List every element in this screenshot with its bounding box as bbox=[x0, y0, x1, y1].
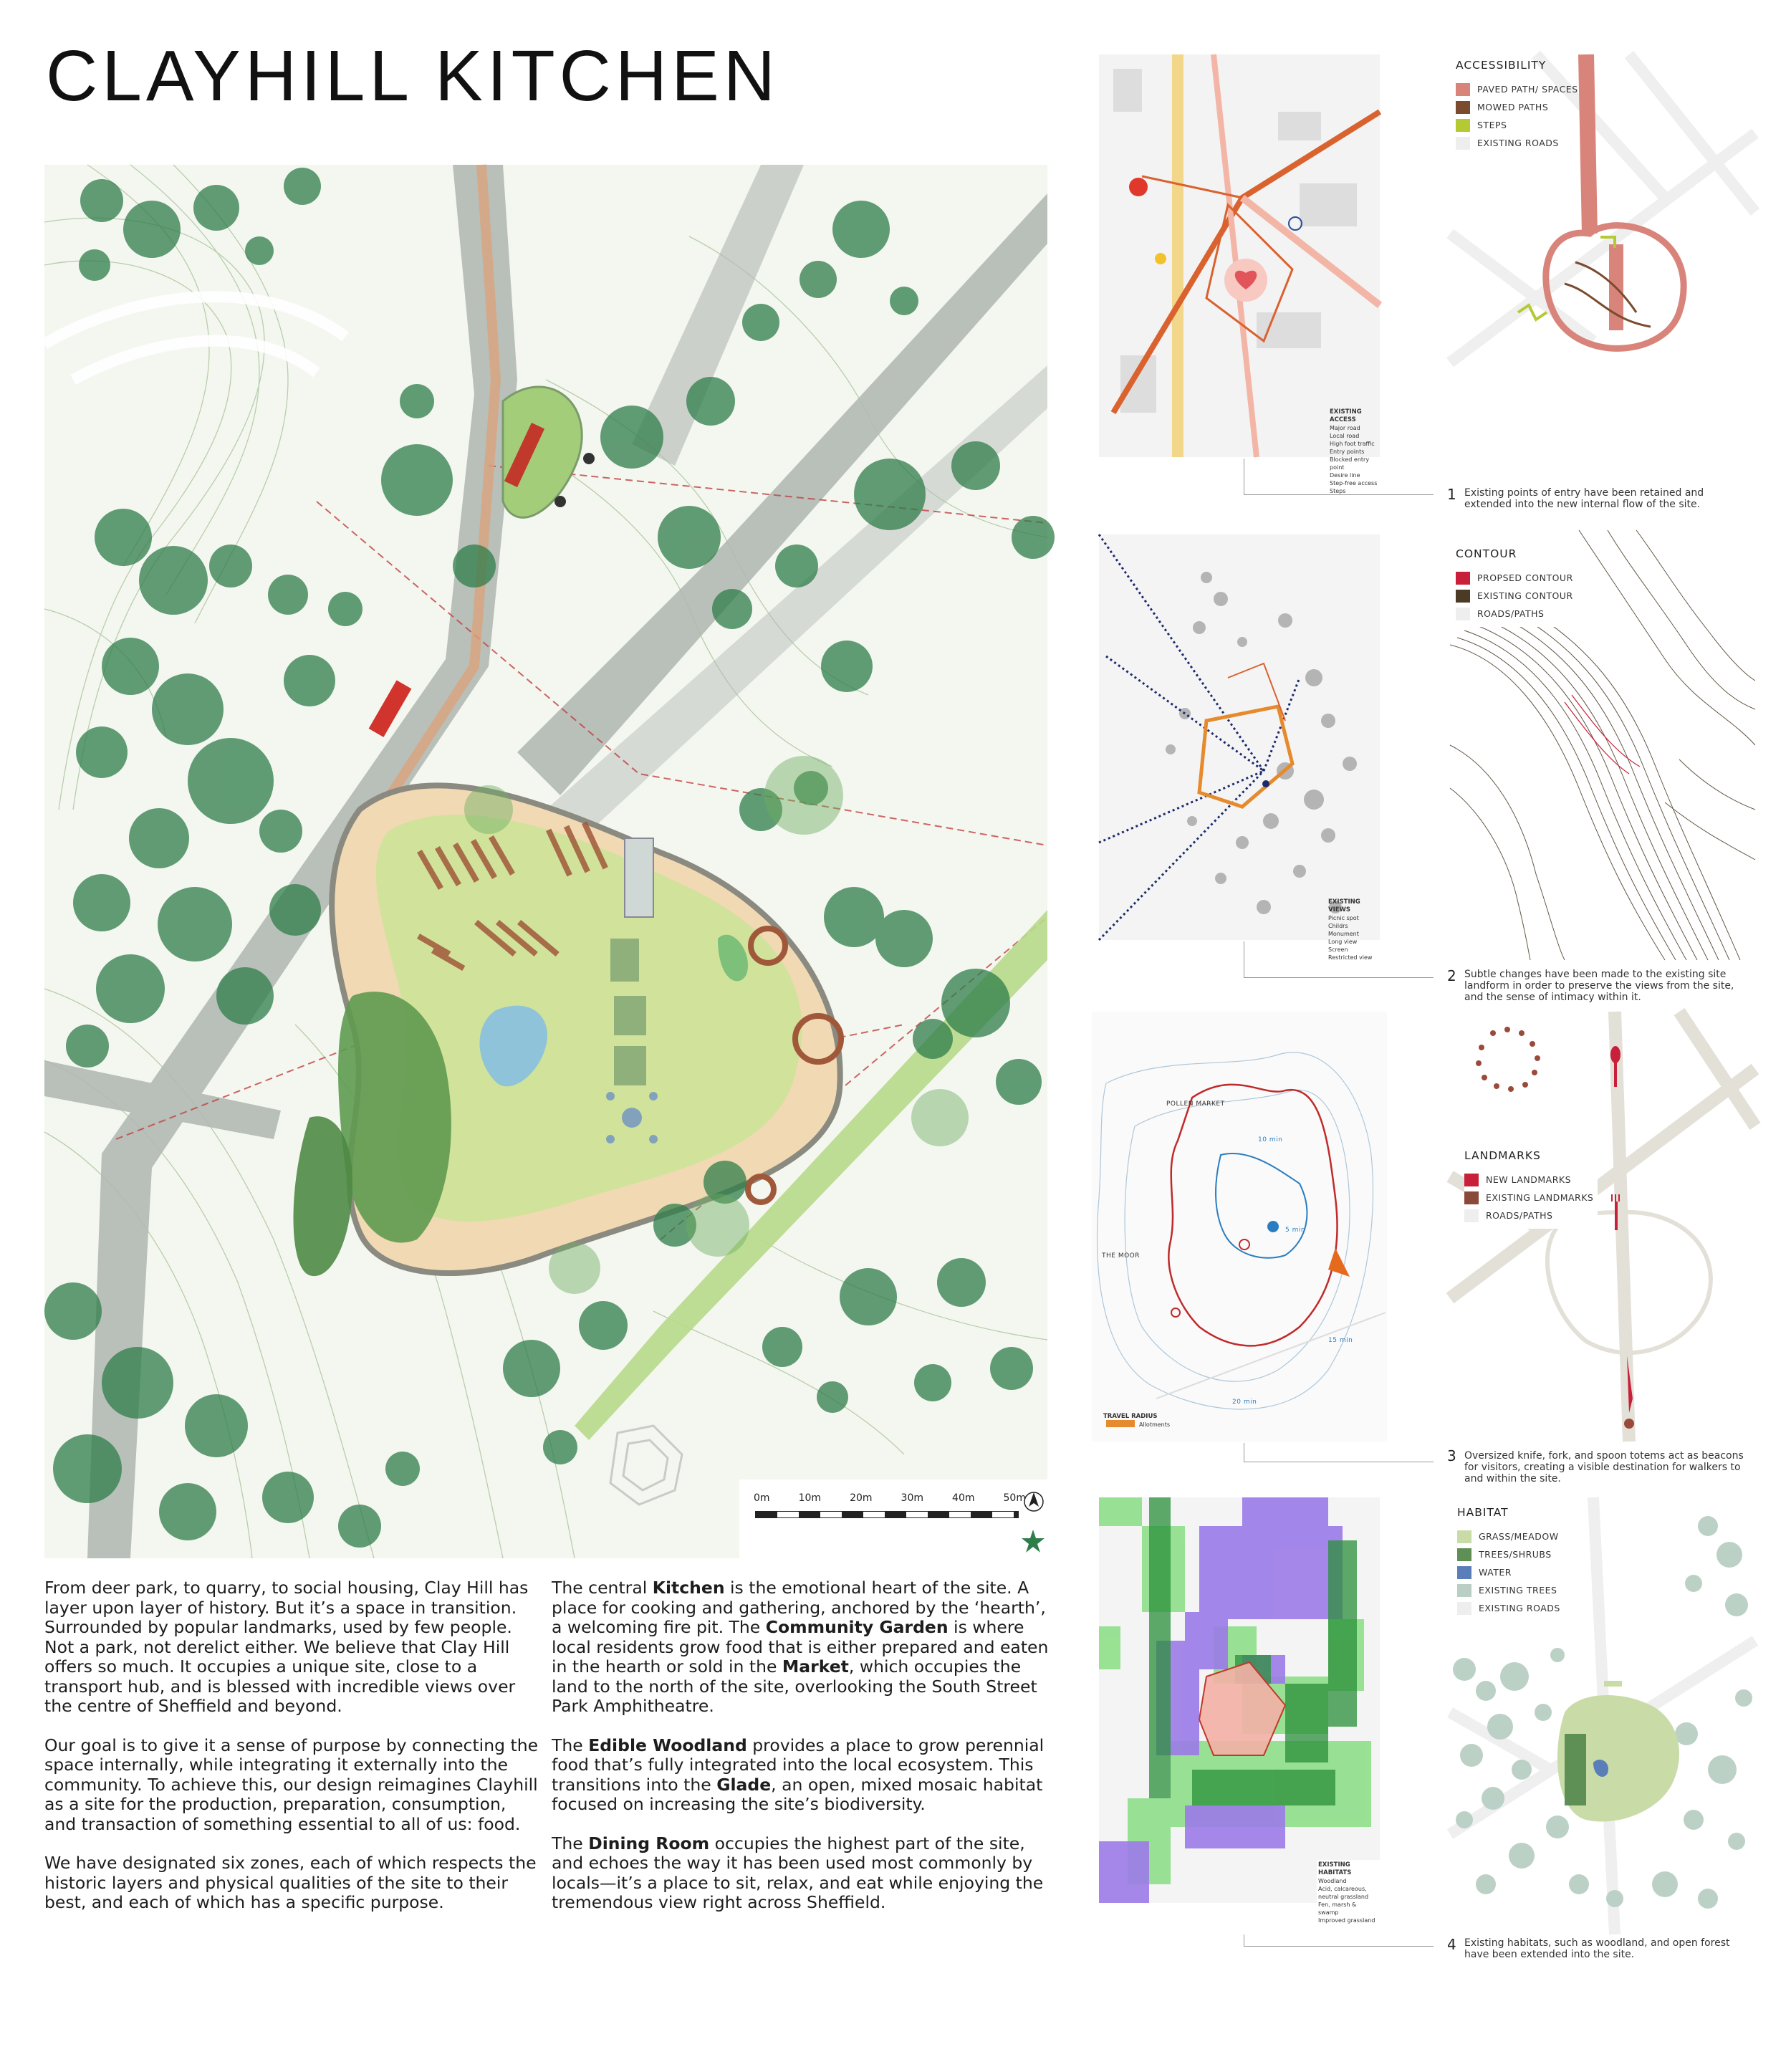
landmarks-legend: LANDMARKS NEW LANDMARKS EXISTING LANDMARKS ROADS/PATHS bbox=[1464, 1146, 1598, 1229]
caption-number-1: 1 bbox=[1447, 486, 1456, 503]
contour-legend: CONTOUR PROPSED CONTOUR EXISTING CONTOUR ROADS/PATHS bbox=[1456, 545, 1578, 627]
landmarks-diagram bbox=[1450, 1012, 1755, 1442]
accessibility-legend: ACCESSIBILITY PAVED PATH/ SPACES MOWED PATHS STEPS EXISTING ROADS bbox=[1456, 59, 1578, 148]
contour-diagram bbox=[1450, 530, 1755, 960]
caption-4: Existing habitats, such as woodland, and open forest have been extended into the site. bbox=[1464, 1937, 1730, 1960]
existing-habitats-legend: EXISTING HABITATS Woodland Acid, calcareous, neutral grassland Fen, marsh & swamp Improved grassland bbox=[1317, 1860, 1380, 1926]
scale-ruler bbox=[755, 1511, 1019, 1518]
habitat-legend: HABITAT GRASS/MEADOW TREES/SHRUBS WATER EXISTING TREES EXISTING ROADS bbox=[1457, 1503, 1565, 1621]
radius-5min-label: 5 min bbox=[1285, 1227, 1306, 1234]
accessibility-legend-title: ACCESSIBILITY bbox=[1456, 59, 1547, 72]
intro-paragraph-3: We have designated six zones, each of which respects the historic layers and physical qualities of the site to their best, and each of which has a specific purpose. bbox=[44, 1853, 537, 1912]
travel-radius-legend: TRAVEL RADIUS Allotments bbox=[1103, 1413, 1171, 1428]
access-context-map bbox=[1099, 54, 1380, 494]
radius-10min-label: 10 min bbox=[1258, 1136, 1283, 1143]
radius-20min-label: 20 min bbox=[1232, 1399, 1257, 1406]
dining-paragraph: The Dining Room occupies the highest part of the site, and echoes the way it has been used most commonly by locals—it’s a place to sit, relax, and eat while enjoying the tremendous view right across Sheffield. bbox=[552, 1833, 1044, 1912]
intro-text-column bbox=[44, 1578, 539, 1932]
pollen-market-label: POLLEN MARKET bbox=[1166, 1100, 1225, 1108]
habitat-diagram bbox=[1450, 1497, 1755, 1934]
intro-paragraph-2: Our goal is to give it a sense of purpose by connecting the space internally, while integrating it externally into the community. To achieve this, our design reimagines Clayhill as a site for the production, preparation, consumption, and transaction of something essential to all of us: food. bbox=[44, 1735, 539, 1834]
contour-legend-title: CONTOUR bbox=[1456, 547, 1517, 560]
woodland-paragraph: The Edible Woodland provides a place to grow perennial food that’s fully integrated into the local ecosystem. This transitions into the Glade, an open, mixed mosaic habitat focused on increasing the site’s biodiversity. bbox=[552, 1735, 1045, 1814]
north-arrow-icon bbox=[1023, 1490, 1045, 1514]
page-title: CLAYHILL KITCHEN bbox=[46, 36, 780, 116]
views-context-map bbox=[1099, 534, 1380, 961]
habitat-legend-title: HABITAT bbox=[1457, 1506, 1509, 1519]
accessibility-diagram bbox=[1450, 54, 1755, 457]
scale-label-30: 30m bbox=[901, 1492, 923, 1504]
caption-3: Oversized knife, fork, and spoon totems act as beacons for visitors, creating a visible destination for walkers to and within the site. bbox=[1464, 1450, 1744, 1485]
existing-views-legend: EXISTING VIEWS Picnic spot Childrs Monument Long view Screen Restricted view bbox=[1328, 898, 1373, 961]
scale-label-40: 40m bbox=[952, 1492, 975, 1504]
caption-number-3: 3 bbox=[1447, 1447, 1456, 1464]
caption-2: Subtle changes have been made to the existing site landform in order to preserve the views from the site, and the sense of intimacy within it. bbox=[1464, 969, 1734, 1003]
zones-text-column bbox=[552, 1578, 1053, 1932]
radius-15min-label: 15 min bbox=[1328, 1337, 1353, 1344]
scale-label-50: 50m bbox=[1003, 1492, 1026, 1504]
site-masterplan bbox=[44, 165, 1047, 1558]
landmarks-legend-title: LANDMARKS bbox=[1464, 1149, 1541, 1162]
existing-habitats-map bbox=[1099, 1497, 1380, 1924]
existing-access-legend: EXISTING ACCESS Major road Local road High foot traffic Entry points Blocked entry point Desire line Step-free access Steps bbox=[1330, 408, 1378, 494]
kitchen-paragraph: The central Kitchen is the emotional heart of the site. A place for cooking and gathering, anchored by the ‘hearth’, a welcoming fire pit. The Community Garden is where local residents grow food that is either prepared and eaten in the hearth or sold in the Market, which occupies the land to the north of the site, overlooking the South Street Park Amphitheatre. bbox=[552, 1578, 1049, 1716]
travel-radius-map bbox=[1092, 1012, 1387, 1442]
scale-label-20: 20m bbox=[850, 1492, 873, 1504]
scale-bar bbox=[739, 1479, 1047, 1558]
caption-1: Existing points of entry have been retained and extended into the new internal flow of the site. bbox=[1464, 487, 1704, 510]
star-icon bbox=[1020, 1528, 1046, 1554]
caption-number-2: 2 bbox=[1447, 967, 1456, 984]
scale-label-0: 0m bbox=[754, 1492, 770, 1504]
the-moor-label: THE MOOR bbox=[1102, 1252, 1140, 1260]
caption-number-4: 4 bbox=[1447, 1936, 1456, 1953]
scale-label-10: 10m bbox=[798, 1492, 822, 1504]
intro-paragraph-1: From deer park, to quarry, to social housing, Clay Hill has layer upon layer of history. But it’s a space in transition. Surrounded by popular landmarks, used by few people. Not a park, not derelict either. We believe that Clay Hill offers so much. It occupies a unique site, close to a transport hub, and is blessed with incredible views over the centre of Sheffield and beyond. bbox=[44, 1578, 529, 1716]
